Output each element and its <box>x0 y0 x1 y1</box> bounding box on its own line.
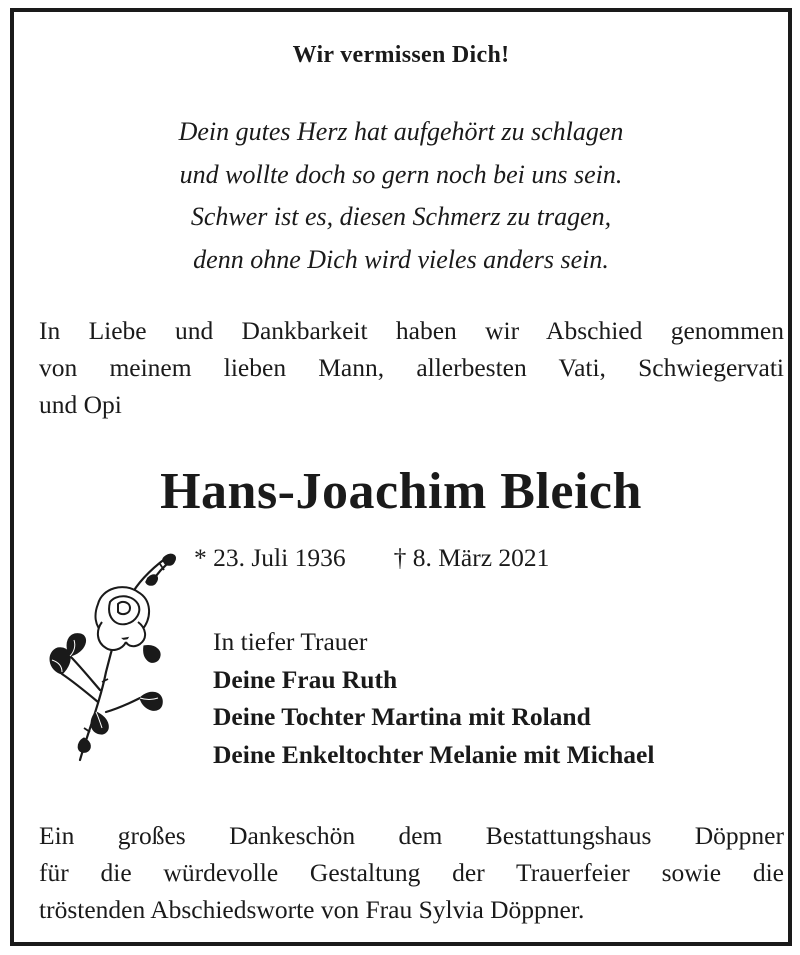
life-dates <box>194 543 549 573</box>
intro-line: von meinem lieben Mann, allerbesten Vati, Schwiegervati <box>39 353 784 382</box>
rose-icon <box>40 552 180 767</box>
mourner-name: Deine Tochter Martina mit Roland <box>213 702 591 731</box>
death-date: † 8. März 2021 <box>393 543 550 572</box>
poem <box>14 111 788 281</box>
mourner-name: Deine Enkeltochter Melanie mit Michael <box>213 739 655 769</box>
poem-line: und wollte doch so gern noch bei uns sein. <box>179 159 623 189</box>
deceased-name: Hans-Joachim Bleich <box>160 463 642 520</box>
mourners <box>213 623 654 773</box>
intro-line: und Opi <box>39 390 122 419</box>
poem-line: denn ohne Dich wird vieles anders sein. <box>193 244 609 274</box>
headline: Wir vermissen Dich! <box>292 42 510 68</box>
thanks-line: für die würdevolle Gestaltung der Trauerfeier sowie die <box>39 858 784 887</box>
thanks-line: tröstenden Abschiedsworte von Frau Sylvia Döppner. <box>39 895 585 924</box>
poem-line: Schwer ist es, diesen Schmerz zu tragen, <box>190 202 612 231</box>
mourners-intro: In tiefer Trauer <box>213 627 368 656</box>
thanks-line: Ein großes Dankeschön dem Bestattungshaus Döppner <box>39 821 784 850</box>
thanks-text <box>39 817 784 928</box>
intro-line: In Liebe und Dankbarkeit haben wir Abschied genommen <box>39 316 784 345</box>
birth-date: * 23. Juli 1936 <box>194 543 346 572</box>
intro-text <box>39 312 784 423</box>
obituary-frame <box>10 8 792 946</box>
mourner-name: Deine Frau Ruth <box>213 664 398 694</box>
poem-line: Dein gutes Herz hat aufgehört zu schlagen <box>178 117 624 146</box>
